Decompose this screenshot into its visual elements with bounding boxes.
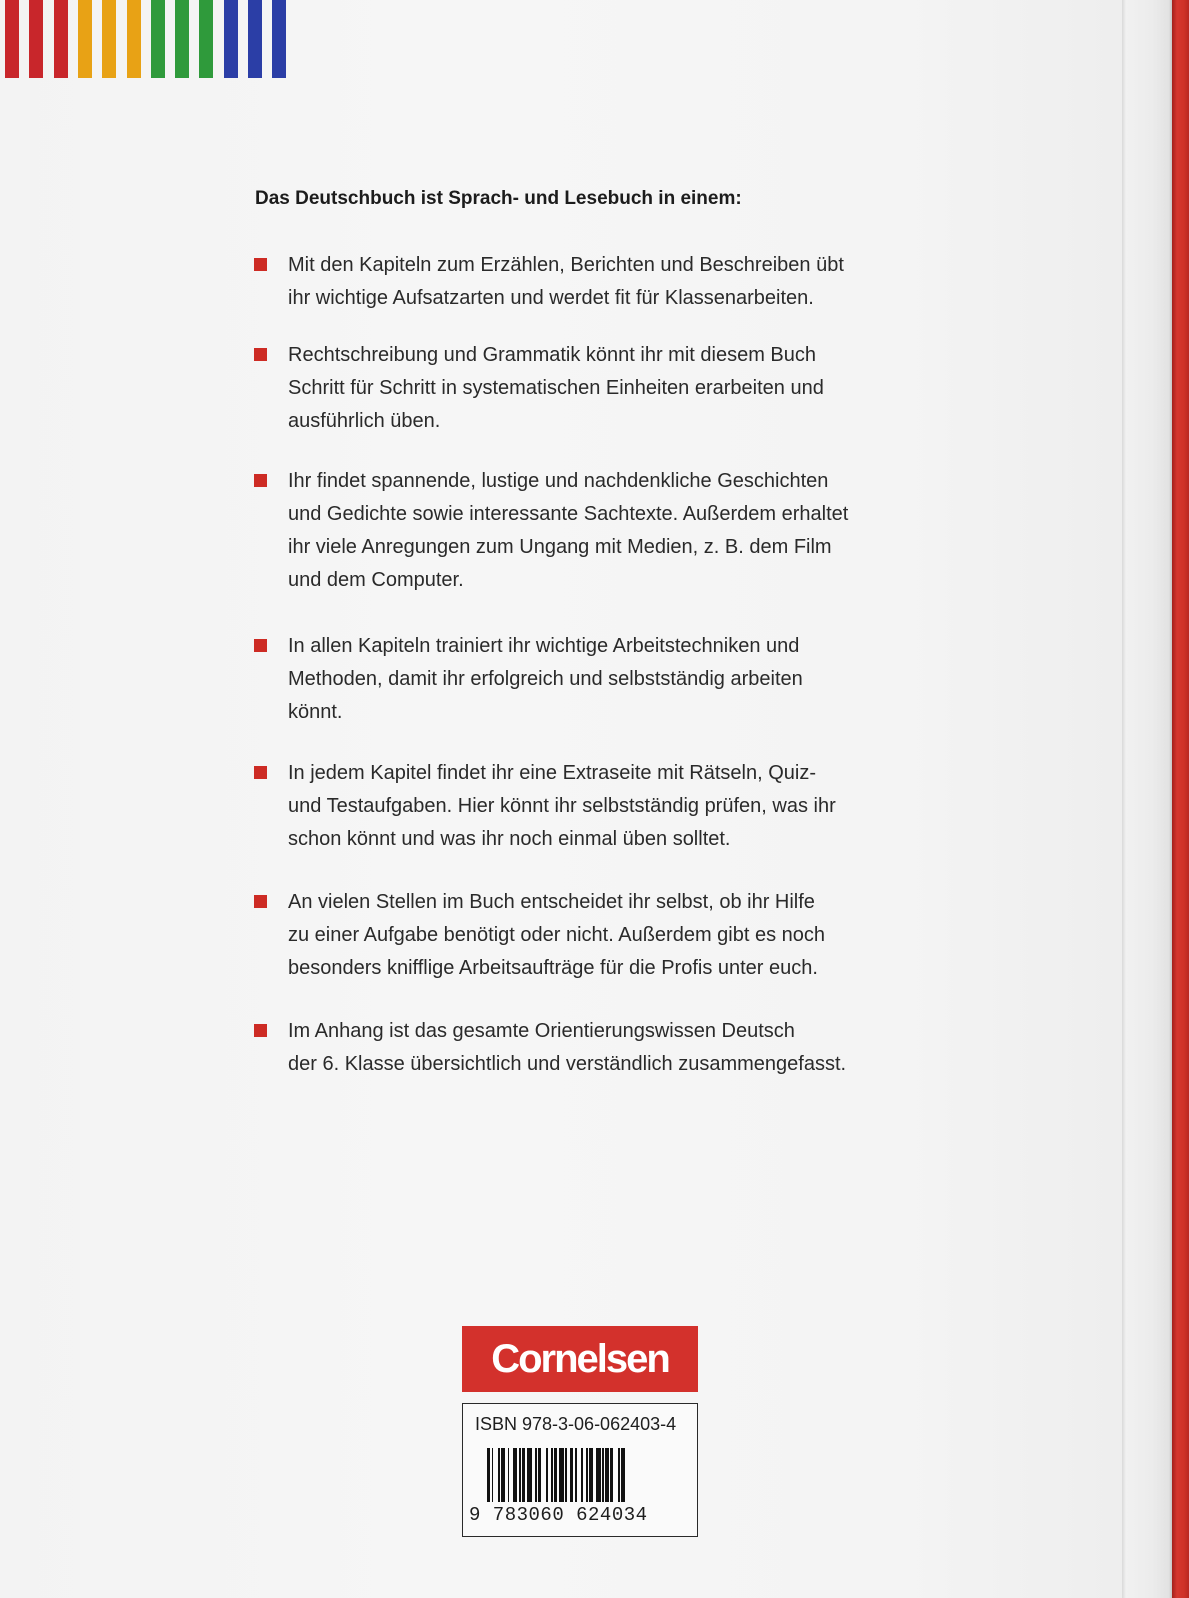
barcode-bar	[618, 1448, 620, 1502]
barcode-bar	[605, 1448, 608, 1502]
barcode-digits: 9 783060 624034	[469, 1504, 648, 1526]
isbn-barcode-box	[462, 1403, 698, 1537]
publisher-logo	[462, 1326, 698, 1392]
color-stripe	[199, 0, 213, 78]
feature-text: In jedem Kapitel findet ihr eine Extraseite mit Rätseln, Quiz- und Testaufgaben. Hier könnt ihr selbstständig prüfen, was ihr schon könnt und was ihr noch einmal üben solltet.	[288, 762, 836, 850]
barcode-bar	[538, 1448, 541, 1502]
feature-text: Mit den Kapiteln zum Erzählen, Berichten und Beschreiben übt ihr wichtige Aufsatzarten und werdet fit für Klassenarbeiten.	[288, 254, 844, 309]
barcode-bar	[492, 1448, 494, 1502]
barcode-bar	[527, 1448, 532, 1502]
red-square-bullet-icon	[254, 766, 267, 779]
barcode-icon	[487, 1448, 683, 1502]
publisher-name: Cornelsen	[491, 1336, 669, 1381]
barcode-bar	[610, 1448, 613, 1502]
barcode-bar	[554, 1448, 557, 1502]
barcode-bar	[596, 1448, 601, 1502]
red-square-bullet-icon	[254, 1024, 267, 1037]
color-stripe	[127, 0, 141, 78]
red-square-bullet-icon	[254, 258, 267, 271]
barcode-bar	[575, 1448, 577, 1502]
color-stripe	[29, 0, 43, 78]
barcode-bar	[522, 1448, 525, 1502]
feature-item	[254, 630, 954, 729]
color-stripe	[248, 0, 262, 78]
feature-text: Ihr findet spannende, lustige und nachdenkliche Geschichten und Gedichte sowie interessante Sachtexte. Außerdem erhaltet ihr viele Anregungen zum Ungang mit Medien, z. B. dem Film und dem Computer.	[288, 470, 849, 591]
barcode-bar	[535, 1448, 537, 1502]
barcode-bar	[501, 1448, 504, 1502]
barcode-bar	[559, 1448, 564, 1502]
feature-text: Im Anhang ist das gesamte Orientierungswissen Deutsch der 6. Klasse übersichtlich und verständlich zusammengefasst.	[288, 1020, 847, 1075]
barcode-bar	[519, 1448, 521, 1502]
color-stripe	[5, 0, 19, 78]
feature-text: Rechtschreibung und Grammatik könnt ihr mit diesem Buch Schritt für Schritt in systematischen Einheiten erarbeiten und ausführlich üben.	[288, 344, 824, 432]
barcode-bar	[498, 1448, 500, 1502]
color-stripe	[272, 0, 286, 78]
color-stripe	[54, 0, 68, 78]
barcode-bar	[546, 1448, 548, 1502]
barcode-bar	[570, 1448, 573, 1502]
color-stripe	[102, 0, 116, 78]
barcode-bar	[621, 1448, 624, 1502]
barcode-bar	[565, 1448, 567, 1502]
isbn-label: ISBN 978-3-06-062403-4	[475, 1414, 677, 1434]
color-stripe	[175, 0, 189, 78]
barcode-bar	[586, 1448, 588, 1502]
feature-item	[254, 1015, 954, 1081]
barcode-bar	[513, 1448, 518, 1502]
barcode-bar	[551, 1448, 553, 1502]
color-stripes	[5, 0, 295, 78]
color-stripe	[151, 0, 165, 78]
barcode-bar	[602, 1448, 604, 1502]
barcode-bar	[508, 1448, 510, 1502]
barcode-bar	[487, 1448, 490, 1502]
feature-item	[254, 339, 954, 438]
cover-heading: Das Deutschbuch ist Sprach- und Lesebuch in einem:	[255, 188, 742, 209]
feature-text: In allen Kapiteln trainiert ihr wichtige Arbeitstechniken und Methoden, damit ihr erfolgreich und selbstständig arbeiten könnt.	[288, 635, 803, 723]
red-square-bullet-icon	[254, 639, 267, 652]
spine-red-band	[1172, 0, 1189, 1598]
barcode-bar	[589, 1448, 592, 1502]
red-square-bullet-icon	[254, 474, 267, 487]
feature-text: An vielen Stellen im Buch entscheidet ihr selbst, ob ihr Hilfe zu einer Aufgabe benötigt oder nicht. Außerdem gibt es noch besonders knifflige Arbeitsaufträge für die Profis unter euch.	[288, 891, 826, 979]
feature-item	[254, 249, 954, 315]
feature-item	[254, 757, 954, 856]
feature-item	[254, 465, 954, 597]
feature-item	[254, 886, 954, 985]
color-stripe	[224, 0, 238, 78]
barcode-bar	[581, 1448, 583, 1502]
red-square-bullet-icon	[254, 348, 267, 361]
color-stripe	[78, 0, 92, 78]
red-square-bullet-icon	[254, 895, 267, 908]
